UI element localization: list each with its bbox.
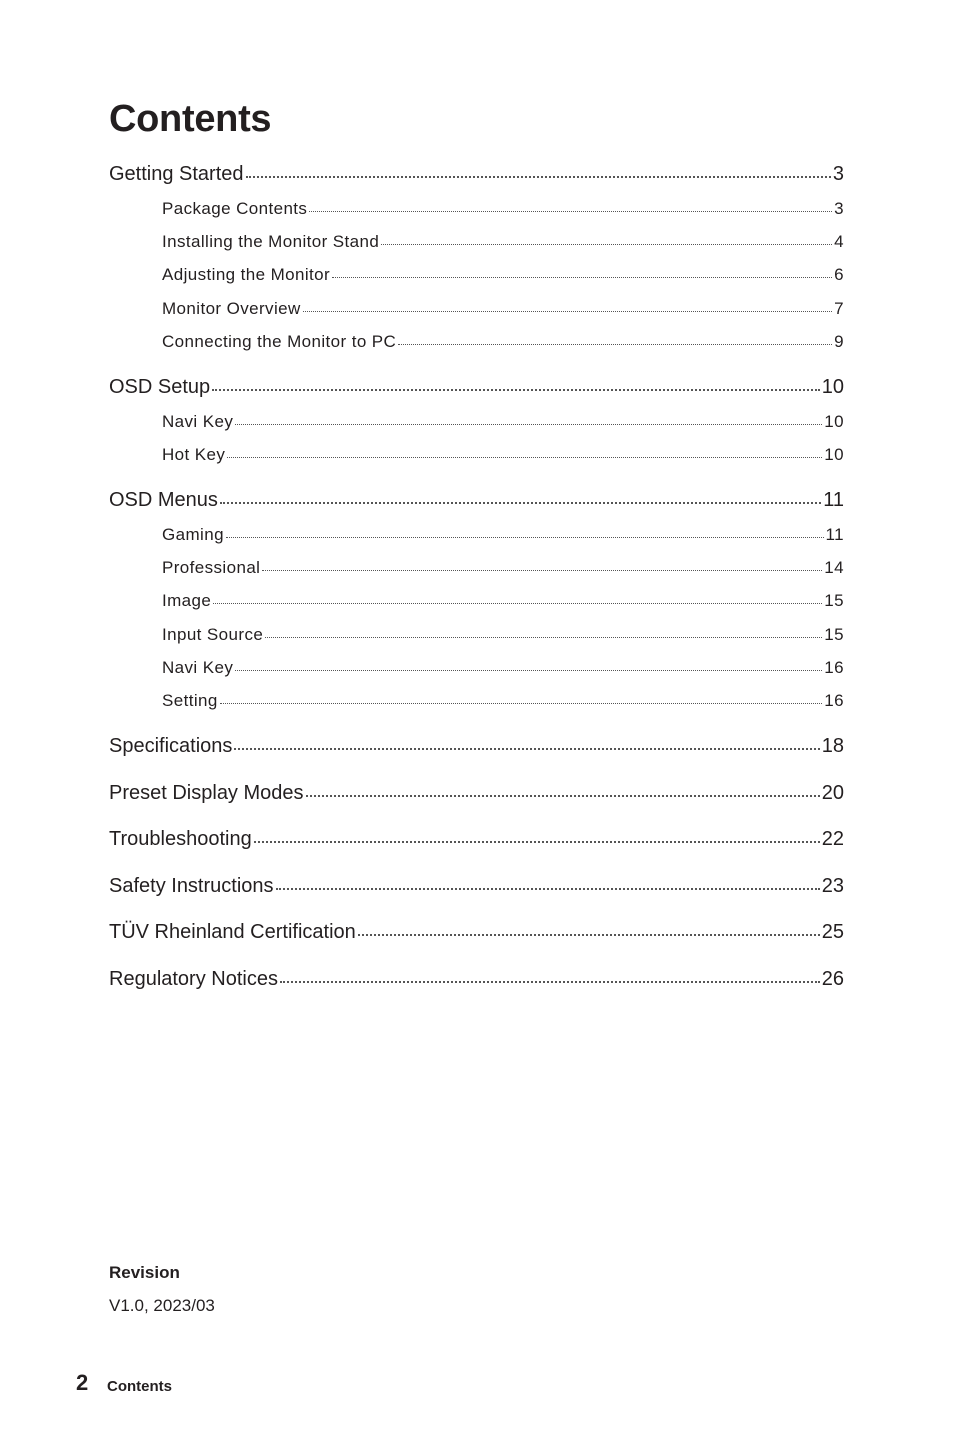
toc-entry-page: 6 bbox=[834, 265, 844, 285]
dot-leader bbox=[381, 230, 832, 247]
toc-entry-label: Monitor Overview bbox=[162, 298, 301, 318]
toc-entry[interactable] bbox=[109, 371, 844, 403]
toc-subentry[interactable] bbox=[109, 622, 844, 648]
toc-entry-label: Specifications bbox=[109, 735, 233, 757]
dot-leader bbox=[246, 160, 831, 180]
revision-value: V1.0, 2023/03 bbox=[109, 1296, 215, 1315]
dot-leader bbox=[212, 373, 820, 393]
toc-entry-page: 3 bbox=[832, 163, 844, 185]
dot-leader bbox=[226, 523, 824, 540]
toc-entry-page: 10 bbox=[824, 411, 844, 431]
toc-entry-label: Gaming bbox=[162, 525, 224, 544]
dot-leader bbox=[309, 197, 832, 214]
toc-entry[interactable] bbox=[109, 870, 844, 902]
dot-leader bbox=[235, 656, 822, 673]
toc-entry-page: 3 bbox=[834, 199, 844, 218]
dot-leader bbox=[262, 556, 822, 573]
toc-entry-label: Getting Started bbox=[109, 163, 244, 185]
toc-subentry[interactable] bbox=[109, 229, 844, 255]
dot-leader bbox=[265, 623, 822, 640]
toc-entry-label: Hot Key bbox=[162, 445, 226, 464]
dot-leader bbox=[303, 297, 832, 314]
toc-entry-page: 14 bbox=[824, 558, 844, 578]
toc-entry-label: TÜV Rheinland Certification bbox=[109, 921, 356, 943]
toc-entry-label: Navi Key bbox=[162, 657, 234, 677]
toc-entry-label: Regulatory Notices bbox=[109, 967, 278, 990]
dot-leader bbox=[276, 872, 820, 892]
toc-entry-page: 7 bbox=[834, 298, 844, 318]
toc-subentry[interactable] bbox=[109, 688, 844, 714]
toc-entry[interactable] bbox=[109, 777, 844, 809]
toc-entry-page: 23 bbox=[821, 874, 844, 897]
toc-entry-label: Image bbox=[162, 591, 212, 611]
toc-subentry[interactable] bbox=[109, 655, 844, 681]
dot-leader bbox=[235, 410, 822, 427]
toc-entry-page: 25 bbox=[821, 921, 844, 943]
toc-subentry[interactable] bbox=[109, 555, 844, 581]
toc-entry[interactable] bbox=[109, 823, 844, 855]
footer-section-title: Contents bbox=[107, 1378, 172, 1395]
toc-entry-label: Navi Key bbox=[162, 411, 234, 431]
toc-entry-page: 16 bbox=[824, 657, 844, 677]
toc-entry-label: Input Source bbox=[162, 624, 264, 644]
dot-leader bbox=[220, 486, 821, 506]
toc-entry-page: 10 bbox=[821, 375, 844, 398]
toc-entry-page: 4 bbox=[834, 232, 844, 252]
toc-subentry[interactable] bbox=[109, 409, 844, 435]
dot-leader bbox=[398, 330, 832, 347]
toc-subentry[interactable] bbox=[109, 196, 844, 222]
toc-entry-page: 11 bbox=[825, 525, 844, 544]
dot-leader bbox=[227, 443, 822, 460]
toc-subentry[interactable] bbox=[109, 522, 844, 548]
toc-entry-page: 20 bbox=[821, 781, 844, 804]
toc-entry-label: Installing the Monitor Stand bbox=[162, 232, 380, 252]
toc-entry-page: 11 bbox=[823, 489, 844, 511]
toc-entry-page: 16 bbox=[824, 691, 844, 710]
toc-entry-label: OSD Menus bbox=[109, 489, 218, 511]
dot-leader bbox=[213, 589, 822, 606]
toc-subentry[interactable] bbox=[109, 296, 844, 322]
revision-heading: Revision bbox=[109, 1263, 180, 1282]
toc-entry[interactable] bbox=[109, 916, 844, 948]
dot-leader bbox=[220, 689, 823, 706]
dot-leader bbox=[280, 965, 820, 985]
toc-entry-page: 22 bbox=[821, 828, 844, 850]
toc-entry-page: 15 bbox=[824, 591, 844, 611]
toc-entry[interactable] bbox=[109, 963, 844, 995]
toc-subentry[interactable] bbox=[109, 588, 844, 614]
toc-entry[interactable] bbox=[109, 484, 844, 516]
dot-leader bbox=[254, 825, 820, 845]
toc-entry-label: Connecting the Monitor to PC bbox=[162, 331, 397, 351]
toc-entry-page: 9 bbox=[834, 331, 844, 351]
toc-entry[interactable] bbox=[109, 730, 844, 762]
toc-entry-label: Preset Display Modes bbox=[109, 781, 304, 804]
toc-entry[interactable] bbox=[109, 158, 844, 190]
dot-leader bbox=[234, 732, 819, 752]
toc-entry-label: Professional bbox=[162, 558, 261, 578]
toc-entry-label: Safety Instructions bbox=[109, 874, 274, 897]
toc-subentry[interactable] bbox=[109, 262, 844, 288]
footer-page-number: 2 bbox=[76, 1370, 89, 1395]
dot-leader bbox=[358, 918, 820, 938]
toc-entry-label: Setting bbox=[162, 691, 218, 710]
toc-entry-label: Troubleshooting bbox=[109, 828, 252, 850]
toc-subentry[interactable] bbox=[109, 442, 844, 468]
toc-entry-label: OSD Setup bbox=[109, 375, 211, 398]
toc-entry-page: 15 bbox=[824, 624, 844, 644]
toc-subentry[interactable] bbox=[109, 329, 844, 355]
toc-entry-label: Adjusting the Monitor bbox=[162, 265, 331, 285]
toc-entry-page: 10 bbox=[824, 445, 844, 464]
dot-leader bbox=[332, 263, 832, 280]
page-title: Contents bbox=[109, 98, 272, 140]
dot-leader bbox=[306, 779, 820, 799]
toc-entry-page: 18 bbox=[821, 735, 844, 757]
toc-entry-page: 26 bbox=[821, 967, 844, 990]
toc-entry-label: Package Contents bbox=[162, 199, 308, 218]
